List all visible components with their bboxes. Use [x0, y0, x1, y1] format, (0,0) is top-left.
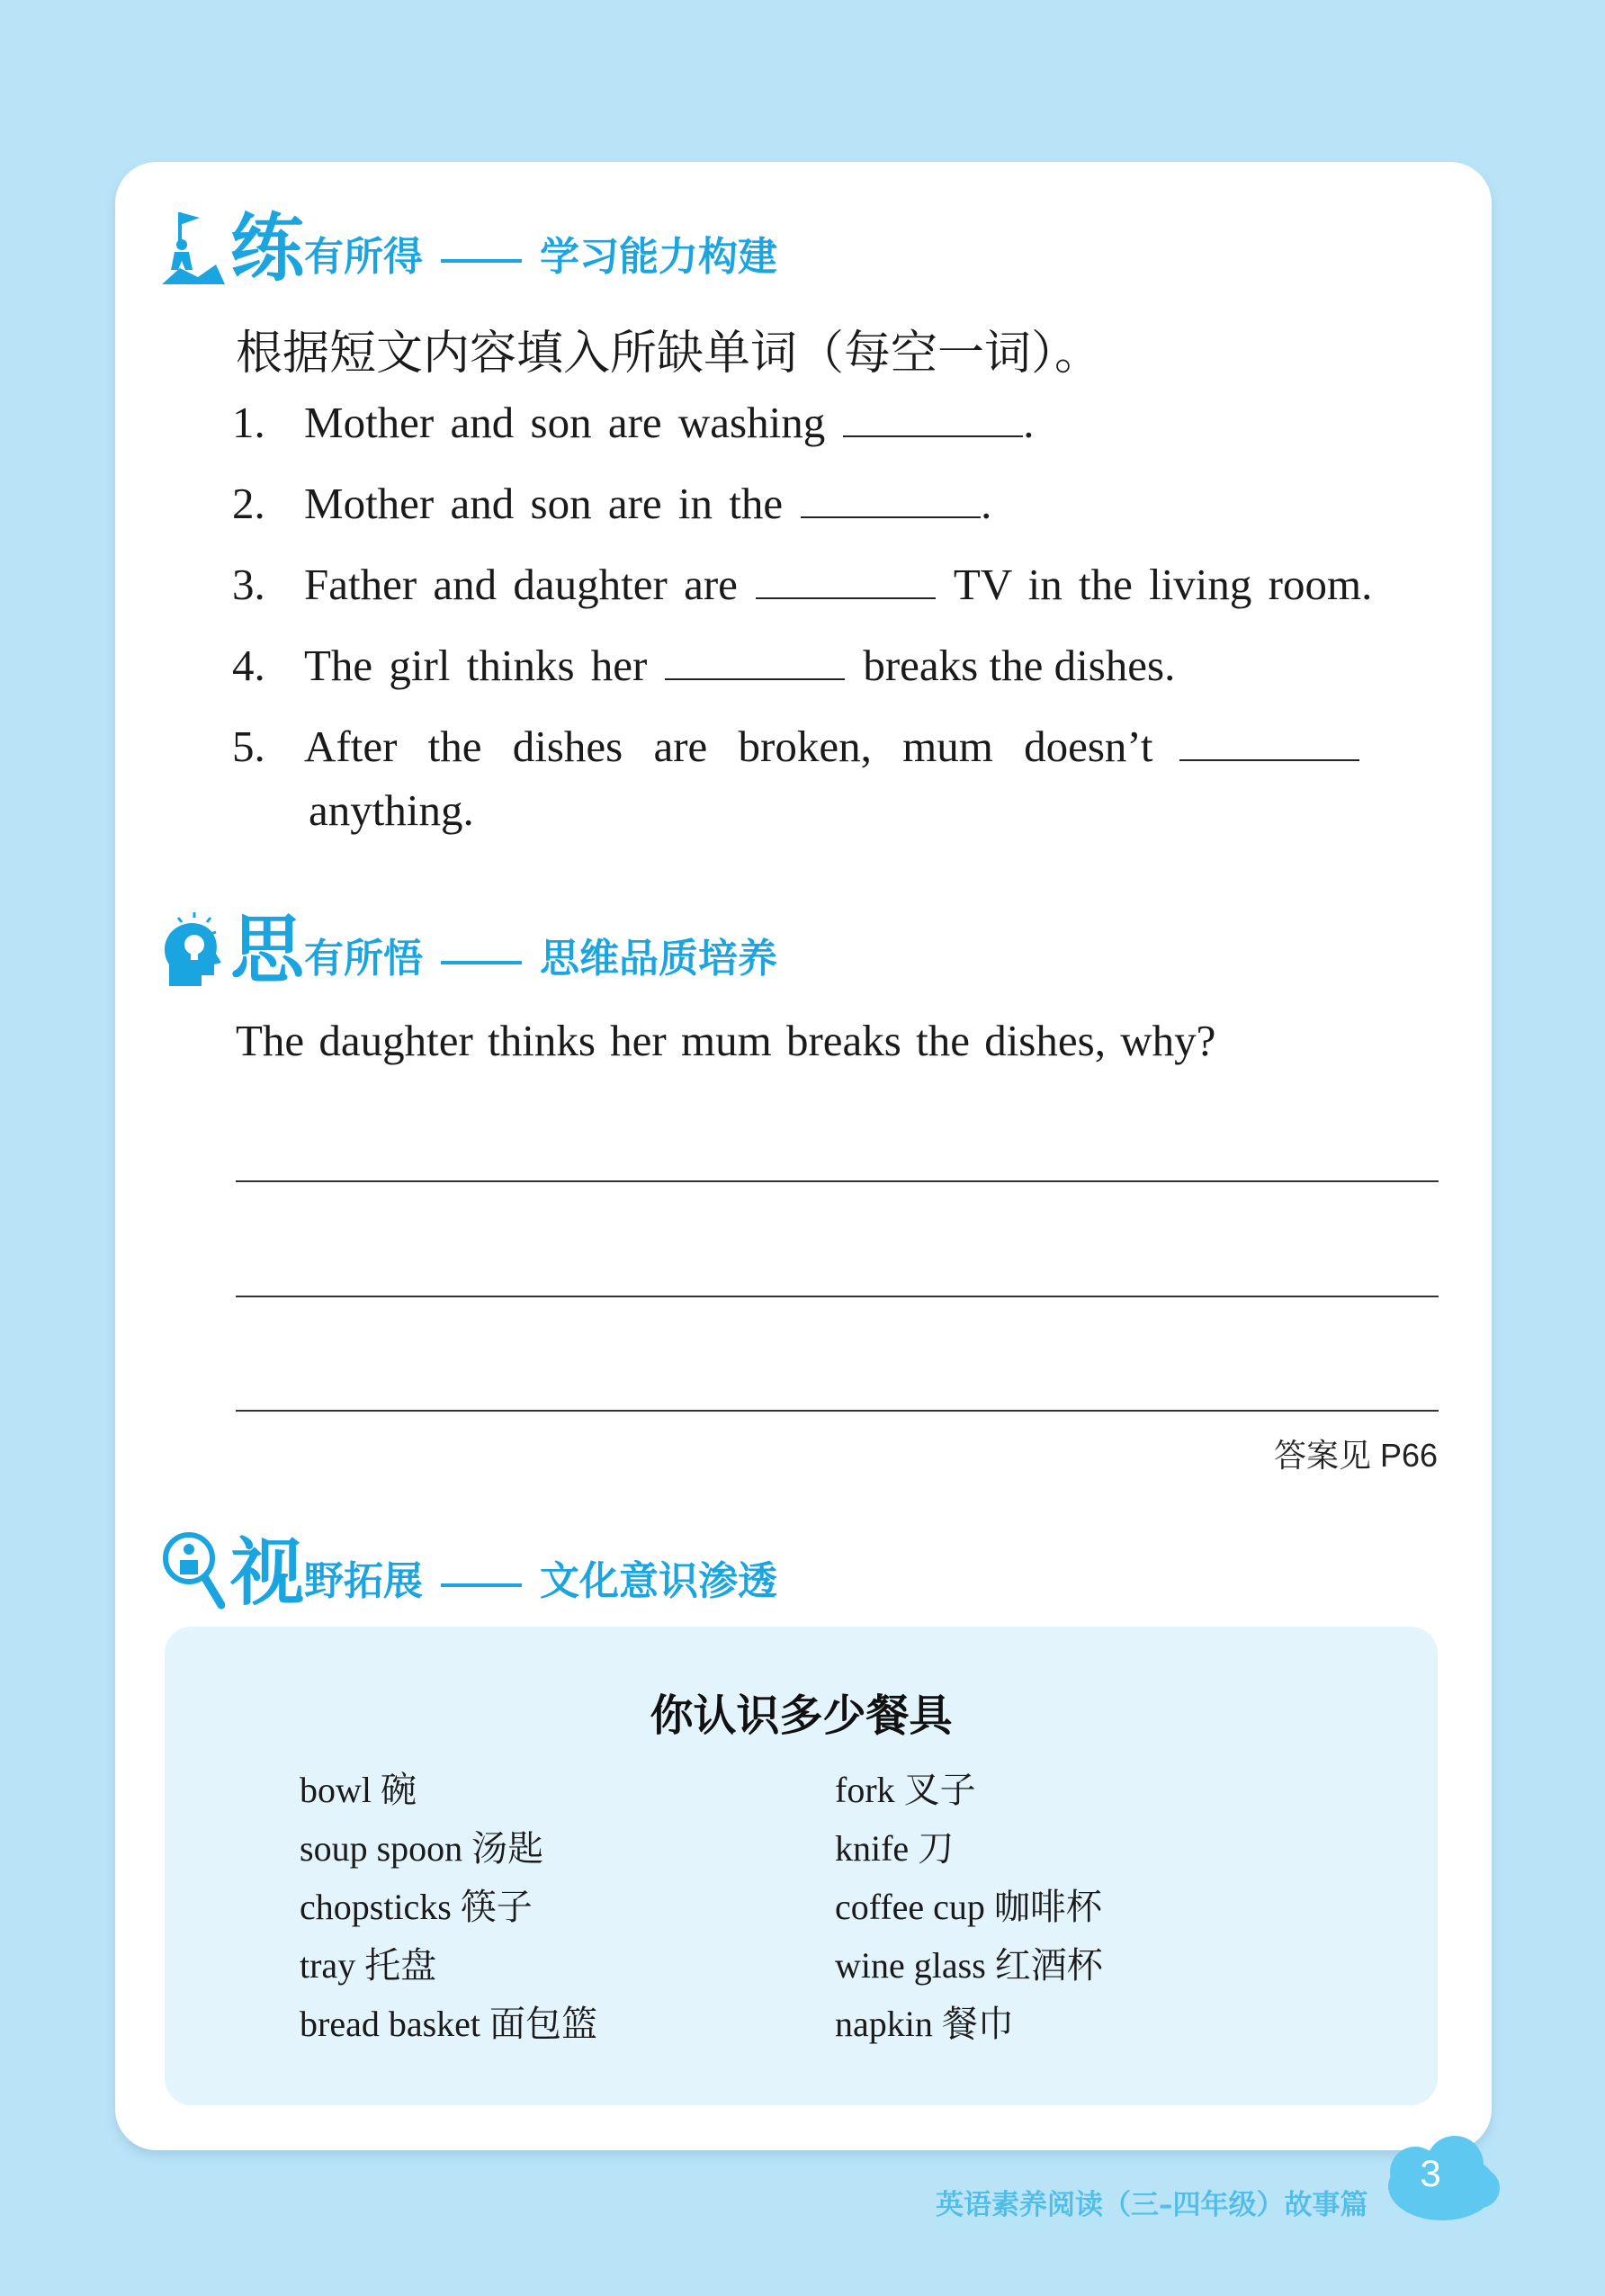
- question-text-after: TV in the living room.: [953, 560, 1373, 609]
- section-dash: [441, 961, 522, 964]
- question-number: 5.: [232, 722, 265, 771]
- question-1: [232, 396, 1034, 448]
- answer-blank[interactable]: [665, 639, 845, 680]
- vocab-box: [165, 1627, 1438, 2105]
- section-dash: [441, 259, 522, 263]
- section-subtitle: 思维品质培养: [540, 937, 778, 981]
- instruction-text: 根据短文内容填入所缺单词（每空一词）。: [236, 327, 1102, 381]
- question-text: After the dishes are broken, mum doesn’t: [304, 722, 1153, 771]
- answer-line[interactable]: [236, 1180, 1439, 1182]
- section-practice-header: [162, 205, 778, 290]
- section-thinking-header: [162, 907, 778, 991]
- answer-blank[interactable]: [1179, 720, 1359, 761]
- question-number: 3.: [232, 560, 265, 609]
- question-text: Father and daughter are: [304, 560, 738, 609]
- section-horizon-header: [162, 1529, 778, 1614]
- question-text-after: .: [981, 479, 992, 528]
- page-number: 3: [1420, 2152, 1441, 2194]
- question-text-after: .: [1023, 398, 1035, 447]
- person-magnifier-icon: [162, 1529, 225, 1610]
- vocab-item: napkin 餐巾: [835, 2004, 1014, 2044]
- section-dash: [441, 1583, 522, 1587]
- question-number: 1.: [232, 398, 265, 447]
- question-3: [232, 558, 1372, 610]
- answer-reference: 答案见 P66: [1273, 1437, 1438, 1474]
- vocab-item: knife 刀: [835, 1828, 955, 1869]
- section-big-char: 练: [230, 208, 305, 290]
- book-title-footer: 英语素养阅读（三–四年级）故事篇: [936, 2189, 1368, 2221]
- question-text: The girl thinks her: [304, 641, 648, 690]
- vocab-item: coffee cup 咖啡杯: [835, 1887, 1102, 1927]
- answer-blank[interactable]: [801, 477, 981, 518]
- head-lightbulb-icon: [162, 907, 225, 988]
- vocab-item: fork 叉子: [835, 1770, 976, 1810]
- section-subtitle: 文化意识渗透: [540, 1559, 778, 1603]
- section-big-char: 视: [230, 1532, 305, 1614]
- vocab-item: wine glass 红酒杯: [835, 1945, 1103, 1986]
- section-small-text: 野拓展: [304, 1559, 424, 1603]
- vocab-box-title: 你认识多少餐具: [650, 1691, 953, 1741]
- question-4: [232, 639, 1175, 691]
- section-subtitle: 学习能力构建: [540, 235, 778, 279]
- vocab-item: bowl 碗: [300, 1770, 417, 1810]
- question-text-after: breaks the dishes.: [863, 641, 1176, 690]
- question-text: Mother and son are in the: [304, 479, 784, 528]
- answer-blank[interactable]: [756, 558, 936, 599]
- flag-climber-icon: [162, 205, 225, 286]
- section-big-char: 思: [230, 910, 305, 991]
- section-small-text: 有所得: [304, 235, 424, 279]
- vocab-item: tray 托盘: [300, 1945, 437, 1986]
- thinking-question: The daughter thinks her mum breaks the dishes, why?: [236, 1016, 1216, 1065]
- vocab-item: chopsticks 筷子: [300, 1887, 533, 1927]
- section-small-text: 有所悟: [304, 937, 424, 981]
- question-number: 2.: [232, 479, 265, 528]
- question-text-continued: anything.: [309, 785, 474, 835]
- answer-blank[interactable]: [843, 396, 1023, 437]
- vocab-item: bread basket 面包篮: [300, 2004, 598, 2044]
- question-5-continuation: [309, 785, 474, 836]
- answer-line[interactable]: [236, 1410, 1439, 1412]
- question-text: Mother and son are washing: [304, 398, 826, 447]
- question-2: [232, 477, 991, 529]
- answer-line[interactable]: [236, 1296, 1439, 1297]
- question-5: [232, 720, 1359, 772]
- vocab-item: soup spoon 汤匙: [300, 1828, 544, 1869]
- question-number: 4.: [232, 641, 265, 690]
